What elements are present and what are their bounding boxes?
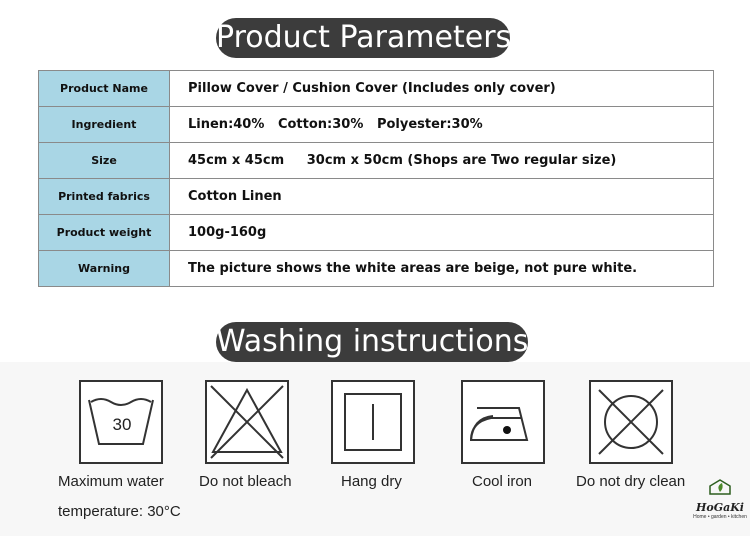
param-value: Linen:40% Cotton:30% Polyester:30% xyxy=(170,107,714,143)
no-dry-clean-label: Do not dry clean xyxy=(576,473,686,490)
wash-temperature-number: 30 xyxy=(112,415,132,434)
brand-tagline: Home • garden • kitchen xyxy=(693,514,747,520)
cool-iron-icon xyxy=(461,380,545,464)
no-bleach-icon xyxy=(205,380,289,464)
hang-dry-label: Hang dry xyxy=(341,473,402,490)
no-dry-clean-icon xyxy=(589,380,673,464)
cool-iron-label: Cool iron xyxy=(472,473,533,490)
param-label: Ingredient xyxy=(39,107,170,143)
param-value: 100g-160g xyxy=(170,215,714,251)
param-label: Size xyxy=(39,143,170,179)
product-parameters-table xyxy=(38,70,714,287)
param-value: The picture shows the white areas are beige, not pure white. xyxy=(170,251,714,287)
table-row xyxy=(39,71,714,107)
table-row xyxy=(39,251,714,287)
table-row xyxy=(39,143,714,179)
param-label: Warning xyxy=(39,251,170,287)
wash-30-label-line2: temperature: 30°C xyxy=(58,503,181,520)
param-label: Product Name xyxy=(39,71,170,107)
param-value: Pillow Cover / Cushion Cover (Includes only cover) xyxy=(170,71,714,107)
washing-instructions-heading: Washing instructions xyxy=(216,322,528,362)
hang-dry-icon xyxy=(331,380,415,464)
param-value: 45cm x 45cm 30cm x 50cm (Shops are Two regular size) xyxy=(170,143,714,179)
brand-logo xyxy=(690,478,750,534)
product-parameters-heading: Product Parameters xyxy=(216,18,510,58)
no-bleach-label: Do not bleach xyxy=(199,473,292,490)
wash-30-icon xyxy=(79,380,163,464)
brand-name: HoGaKi xyxy=(696,501,744,514)
param-value: Cotton Linen xyxy=(170,179,714,215)
wash-30-label: Maximum water xyxy=(58,473,164,490)
house-leaf-icon xyxy=(706,478,734,496)
table-row xyxy=(39,215,714,251)
table-row xyxy=(39,107,714,143)
param-label: Printed fabrics xyxy=(39,179,170,215)
param-label: Product weight xyxy=(39,215,170,251)
table-row xyxy=(39,179,714,215)
